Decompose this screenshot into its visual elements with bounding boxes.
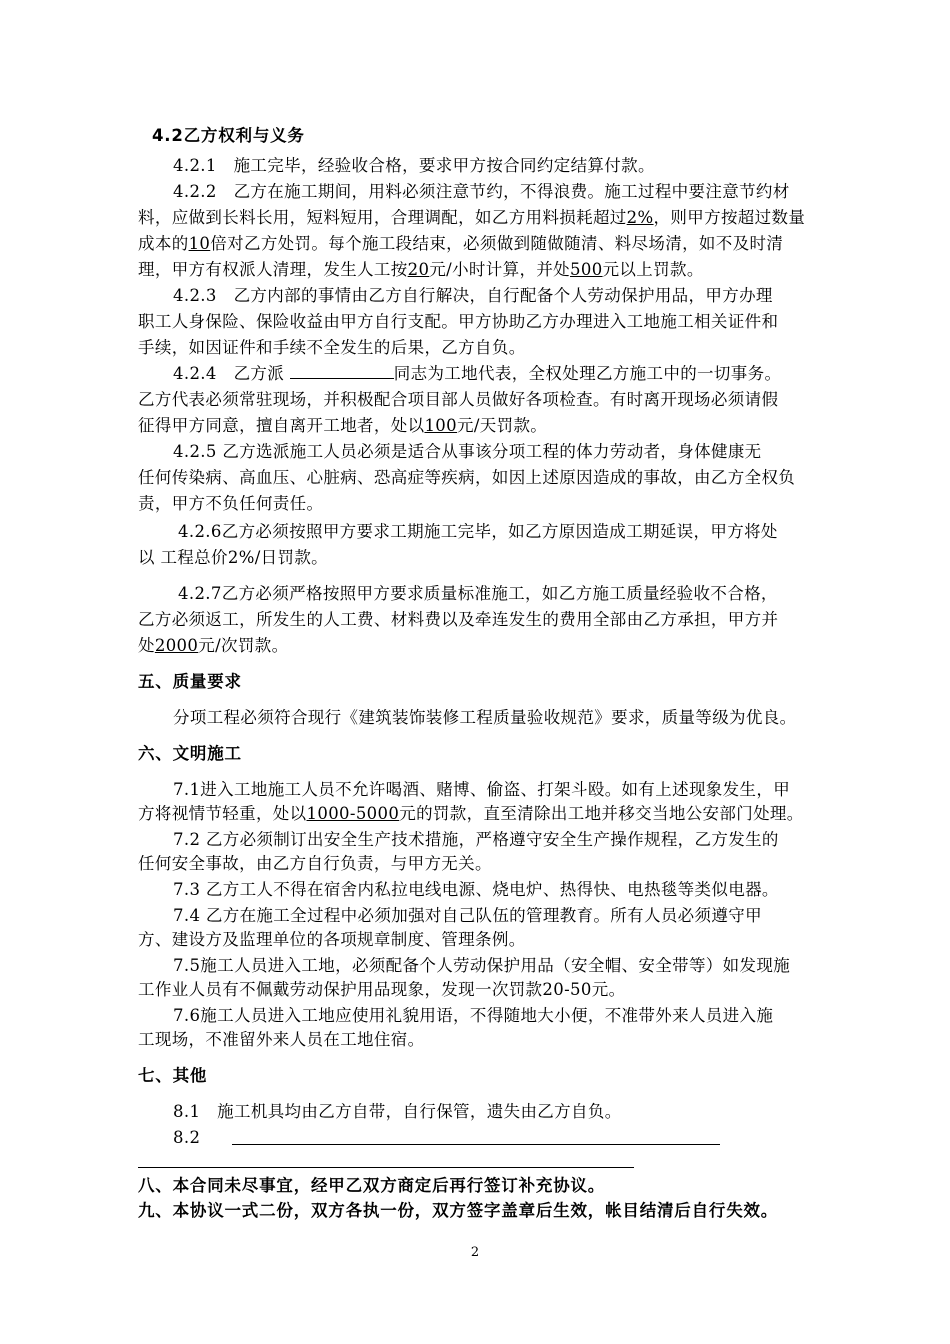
clause-4-2-3-line1: 4.2.3 乙方内部的事情由乙方自行解决，自行配备个人劳动保护用品，甲方办理 <box>173 286 773 305</box>
clause-4-2-4-line2: 乙方代表必须常驻现场，并积极配合项目部人员做好各项检查。有时离开现场必须请假 <box>138 390 779 409</box>
clause-7-1-line2 <box>138 802 804 826</box>
section-4-2-title: 4.2乙方权利与义务 <box>152 126 305 145</box>
section-9-text: 九、本协议一式二份，双方各执一份，双方签字盖章后生效，帐目结清后自行失效。 <box>138 1201 779 1220</box>
clause-4-2-5-line3: 责，甲方不负任何责任。 <box>138 494 324 513</box>
clause-4-2-7-line3 <box>138 634 288 658</box>
clause-7-6-line2: 工现场，不准留外来人员在工地住宿。 <box>138 1030 425 1049</box>
text-segment: 同志为工地代表，全权处理乙方施工中的一切事务。 <box>393 364 782 383</box>
section-5-text: 分项工程必须符合现行《建筑装饰装修工程质量验收规范》要求，质量等级为优良。 <box>173 708 797 727</box>
clause-4-2-2-line3 <box>138 232 783 256</box>
text-segment: 倍对乙方处罚。每个施工段结束，必须做到随做随清、料尽场清，如不及时清 <box>210 234 784 253</box>
clause-4-2-7-line1: 4.2.7乙方必须严格按照甲方要求质量标准施工，如乙方施工质量经验收不合格， <box>178 584 778 603</box>
clause-4-2-1: 4.2.1 施工完毕，经验收合格，要求甲方按合同约定结算付款。 <box>173 156 655 175</box>
clause-4-2-2-line2 <box>138 206 805 230</box>
clause-7-5-line2: 工作业人员有不佩戴劳动保护用品现象，发现一次罚款20-50元。 <box>138 980 626 999</box>
clause-7-4-line2: 方、建设方及监理单位的各项规章制度、管理条例。 <box>138 930 526 949</box>
clause-8-2-label: 8.2 <box>173 1128 201 1147</box>
underlined-value: 100 <box>424 416 457 435</box>
text-segment: 处 <box>138 636 155 655</box>
text-segment: 元/次罚款。 <box>198 636 289 655</box>
clause-4-2-2-line1: 4.2.2 乙方在施工期间，用料必须注意节约，不得浪费。施工过程中要注意节约材 <box>173 182 790 201</box>
text-segment: 元/天罚款。 <box>457 416 548 435</box>
section-7-title: 七、其他 <box>138 1066 208 1085</box>
underlined-value: 2% <box>626 208 654 227</box>
section-8-text: 八、本合同未尽事宜，经甲乙双方商定后再行签订补充协议。 <box>138 1176 606 1195</box>
clause-7-6-line1: 7.6施工人员进入工地应使用礼貌用语，不得随地大小便，不准带外来人员进入施 <box>173 1006 774 1025</box>
text-segment: 方将视情节轻重，处以 <box>138 804 307 823</box>
underlined-value: 500 <box>570 260 603 279</box>
clause-4-2-3-line3: 手续，如因证件和手续不全发生的后果，乙方自负。 <box>138 338 526 357</box>
clause-4-2-7-line2: 乙方必须返工，所发生的人工费、材料费以及牵连发生的费用全部由乙方承担，甲方并 <box>138 610 779 629</box>
clause-4-2-6-line1: 4.2.6乙方必须按照甲方要求工期施工完毕，如乙方原因造成工期延误，甲方将处 <box>178 522 778 541</box>
text-segment: 元/小时计算，并处 <box>429 260 571 279</box>
text-segment: 4.2.4 乙方派 <box>173 364 285 383</box>
clause-4-2-2-line4 <box>138 258 704 282</box>
text-segment: 理，甲方有权派人清理，发生人工按 <box>138 260 408 279</box>
clause-4-2-4-line3 <box>138 414 547 438</box>
underlined-value: 2000 <box>154 636 199 655</box>
clause-7-3: 7.3 乙方工人不得在宿舍内私拉电线电源、烧电炉、热得快、电热毯等类似电器。 <box>173 880 779 899</box>
clause-7-1-line1: 7.1进入工地施工人员不允许喝酒、赌博、偷盗、打架斗殴。如有上述现象发生，甲 <box>173 780 791 799</box>
clause-4-2-4-line1 <box>173 362 781 386</box>
section-5-title: 五、质量要求 <box>138 672 242 691</box>
separator-rule <box>138 1167 634 1168</box>
section-6-title: 六、文明施工 <box>138 744 242 763</box>
page-number: 2 <box>470 1245 480 1260</box>
underlined-value: 1000-5000 <box>306 804 400 823</box>
text-segment: 元以上罚款。 <box>602 260 704 279</box>
clause-8-2-blank[interactable] <box>232 1144 720 1145</box>
text-segment: 成本的 <box>138 234 189 253</box>
text-segment: 征得甲方同意，擅自离开工地者，处以 <box>138 416 425 435</box>
underlined-value: 20 <box>407 260 430 279</box>
clause-4-2-5-line2: 任何传染病、高血压、心脏病、恐高症等疾病，如因上述原因造成的事故，由乙方全权负 <box>138 468 796 487</box>
clause-7-5-line1: 7.5施工人员进入工地，必须配备个人劳动保护用品（安全帽、安全带等）如发现施 <box>173 956 791 975</box>
clause-7-2-line2: 任何安全事故，由乙方自行负责，与甲方无关。 <box>138 854 492 873</box>
representative-name-blank[interactable] <box>290 363 394 379</box>
clause-7-2-line1: 7.2 乙方必须制订出安全生产技术措施，严格遵守安全生产操作规程，乙方发生的 <box>173 830 779 849</box>
clause-4-2-5-line1: 4.2.5 乙方选派施工人员必须是适合从事该分项工程的体力劳动者，身体健康无 <box>173 442 762 461</box>
clause-4-2-6-line2: 以 工程总价2%/日罚款。 <box>138 548 329 567</box>
underlined-value: 10 <box>188 234 211 253</box>
text-segment: 料，应做到长料长用，短料短用，合理调配，如乙方用料损耗超过 <box>138 208 627 227</box>
clause-8-1: 8.1 施工机具均由乙方自带，自行保管，遗失由乙方自负。 <box>173 1102 622 1121</box>
text-segment: ，则甲方按超过数量 <box>653 208 806 227</box>
clause-7-4-line1: 7.4 乙方在施工全过程中必须加强对自己队伍的管理教育。所有人员必须遵守甲 <box>173 906 762 925</box>
clause-4-2-3-line2: 职工人身保险、保险收益由甲方自行支配。甲方协助乙方办理进入工地施工相关证件和 <box>138 312 779 331</box>
text-segment: 元的罚款，直至清除出工地并移交当地公安部门处理。 <box>399 804 804 823</box>
